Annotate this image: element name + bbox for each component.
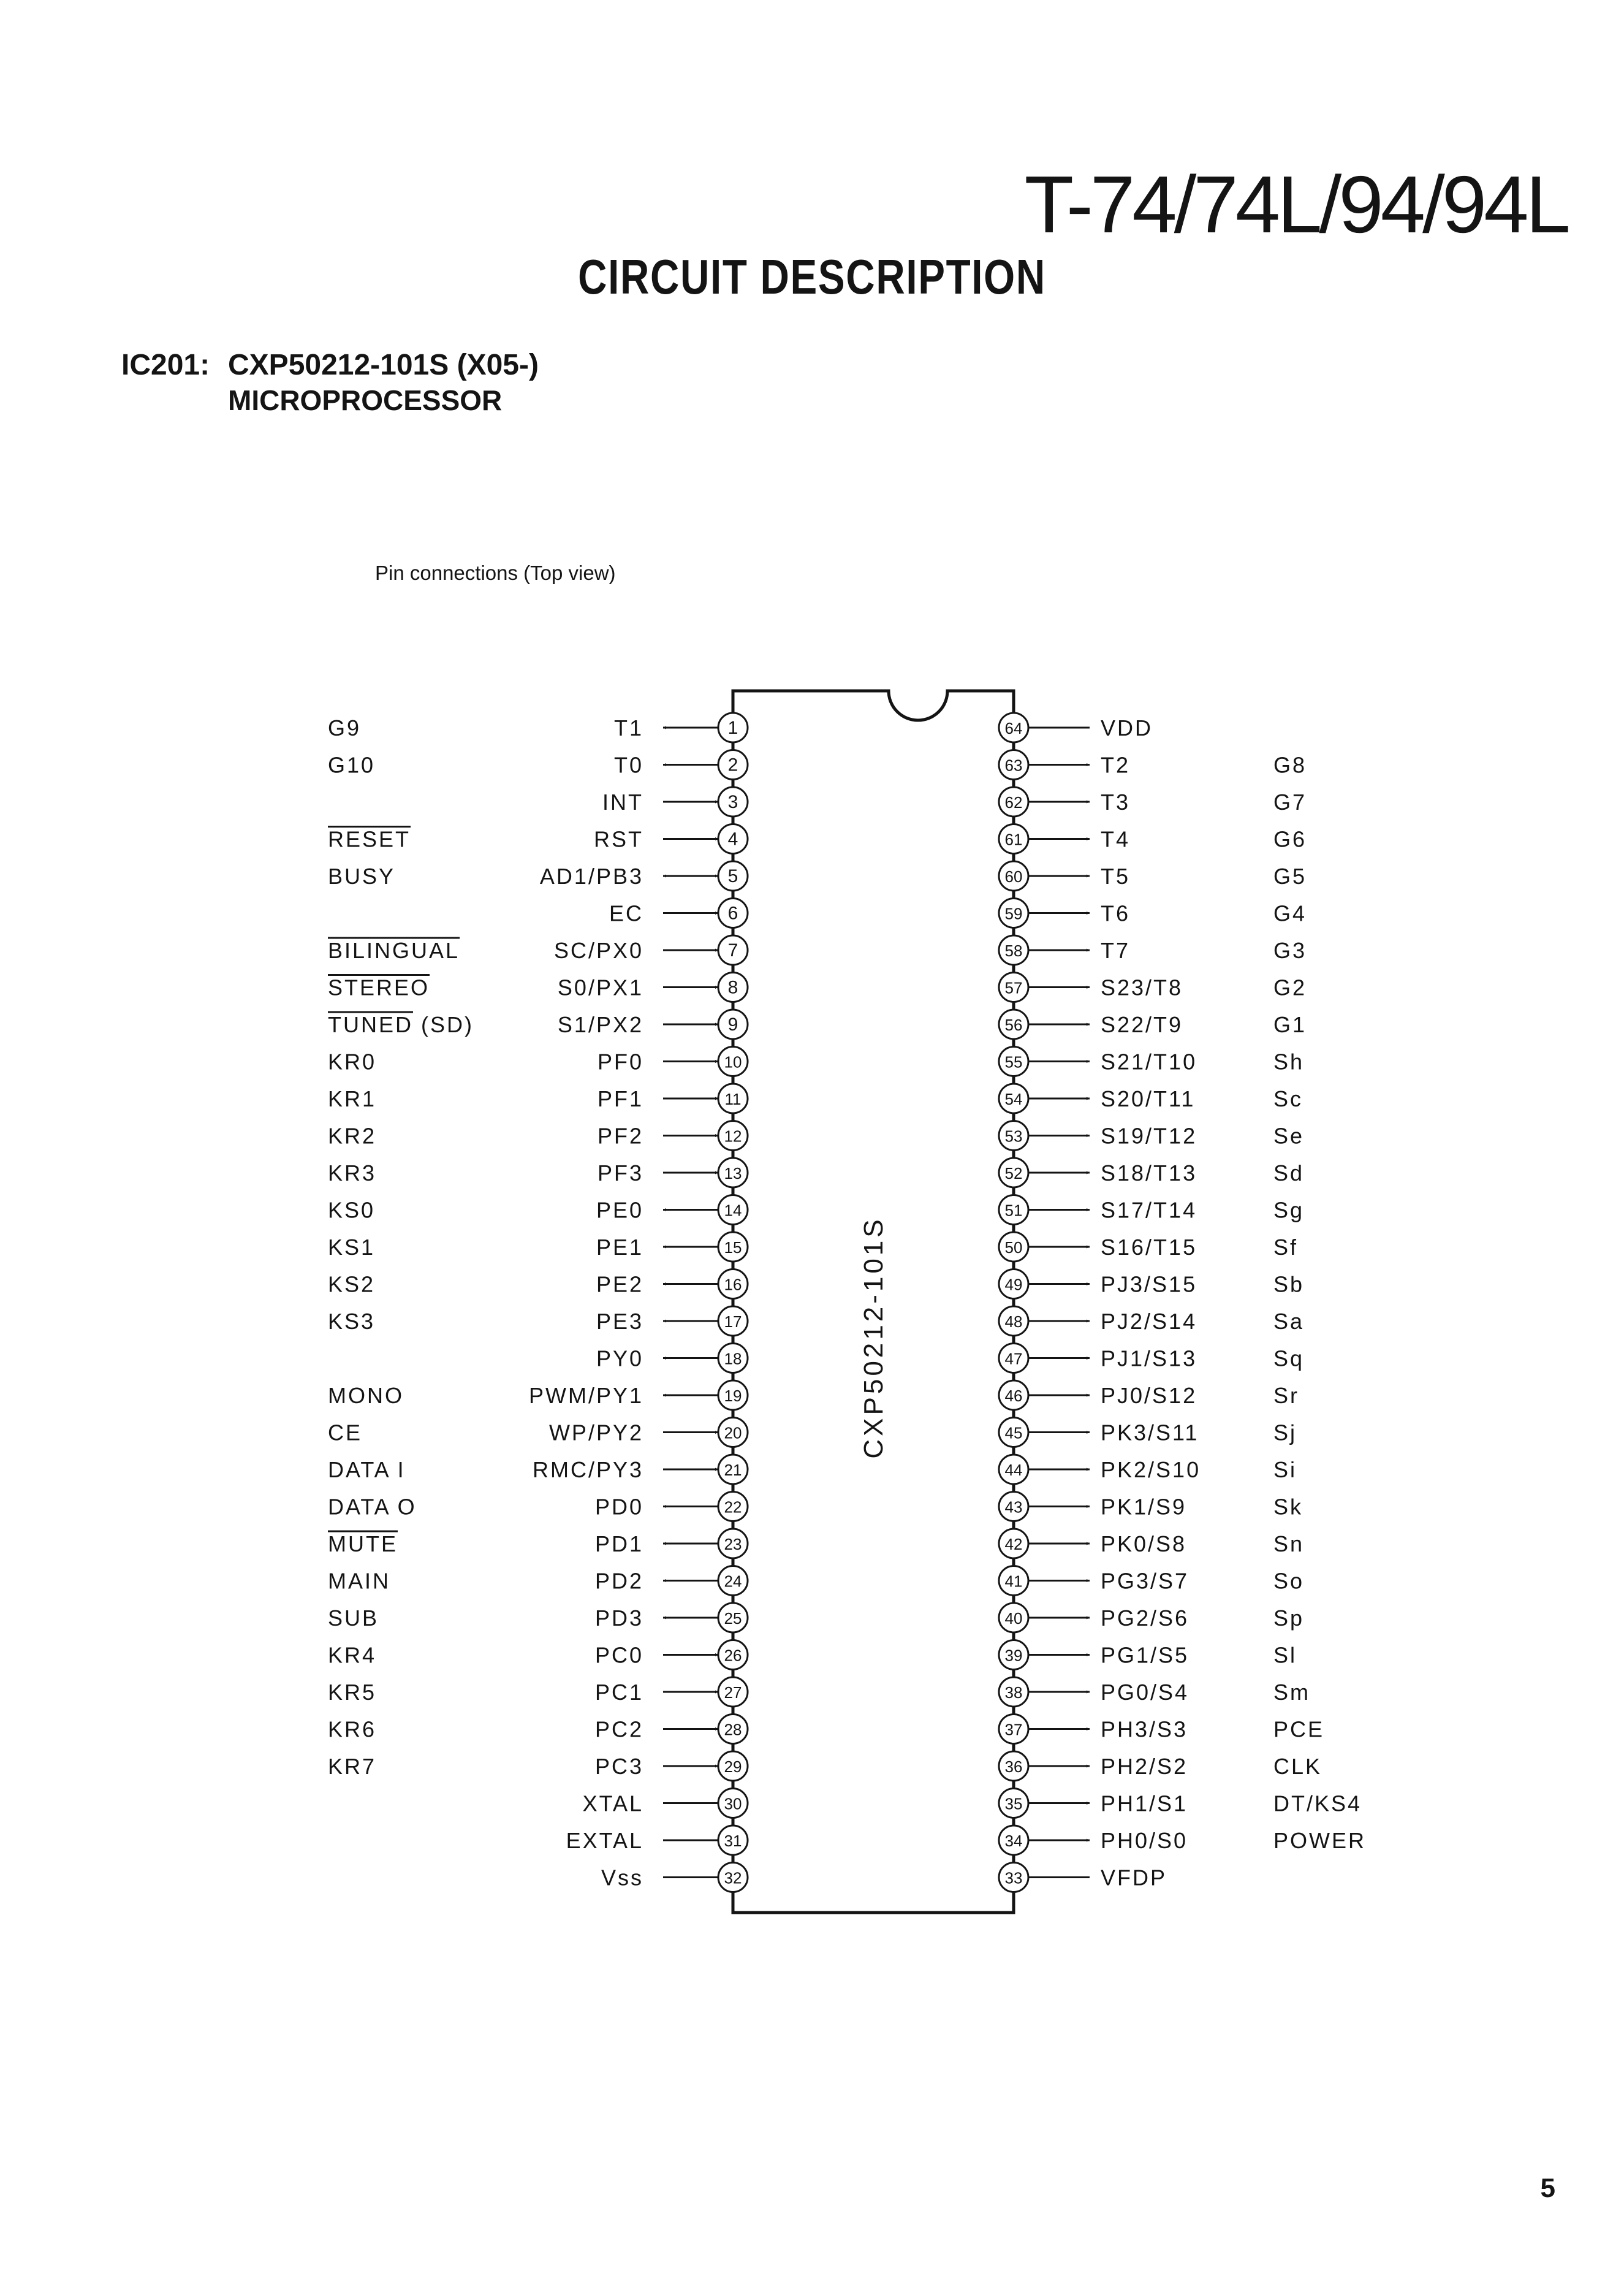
pin-50-function: Sf	[1273, 1235, 1299, 1260]
pin-10-function: KR0	[328, 1049, 377, 1075]
pin-35	[999, 1789, 1362, 1818]
pin-35-number: 35	[1004, 1794, 1023, 1813]
pin-47-number: 47	[1004, 1349, 1023, 1368]
pin-31-number: 31	[724, 1832, 742, 1850]
pin-44-function: Si	[1273, 1457, 1297, 1482]
pin-60-function: G5	[1273, 864, 1307, 889]
pin-29-name: PC3	[594, 1754, 643, 1779]
pin-17	[328, 1306, 748, 1336]
pin-13-function: KR3	[328, 1160, 377, 1186]
pin-2-number: 2	[727, 755, 738, 775]
pin-41-function: So	[1273, 1568, 1305, 1594]
pin-15-number: 15	[724, 1238, 742, 1257]
pin-13	[328, 1158, 748, 1187]
pin-37-function: PCE	[1273, 1716, 1325, 1742]
pin-50-number: 50	[1004, 1238, 1023, 1257]
pin-41-number: 41	[1004, 1572, 1023, 1591]
pin-44	[999, 1455, 1297, 1484]
pin-23	[328, 1529, 748, 1558]
pin-29-function: KR7	[328, 1754, 377, 1779]
pin-47-name: PJ1/S13	[1101, 1346, 1197, 1371]
pin-61-function: G6	[1273, 826, 1307, 852]
pin-39-function: Sl	[1273, 1642, 1297, 1668]
pin-57-name: S23/T8	[1101, 975, 1183, 1000]
pin-50-name: S16/T15	[1101, 1235, 1197, 1260]
pin-26	[328, 1640, 748, 1670]
pin-7	[328, 935, 748, 965]
pin-8-function: STEREO	[328, 975, 430, 1000]
pin-38-name: PG0/S4	[1101, 1680, 1190, 1705]
pin-58-function: G3	[1273, 938, 1307, 963]
pin-59-number: 59	[1004, 904, 1023, 923]
pin-30-number: 30	[724, 1794, 742, 1813]
pin-1-function: G9	[328, 715, 362, 741]
pin-25-name: PD3	[594, 1605, 643, 1631]
pin-22-number: 22	[724, 1498, 742, 1517]
pin-37	[999, 1715, 1324, 1744]
pin-38	[999, 1677, 1310, 1707]
pin-58	[999, 935, 1307, 965]
pin-54-function: Sc	[1273, 1086, 1303, 1111]
pin-56-number: 56	[1004, 1016, 1023, 1034]
pin-60-number: 60	[1004, 867, 1023, 886]
pin-64	[999, 713, 1153, 742]
pin-21-name: RMC/PY3	[532, 1457, 643, 1482]
pin-25-number: 25	[724, 1609, 742, 1628]
pin-37-number: 37	[1004, 1720, 1023, 1739]
pin-32-number: 32	[724, 1868, 742, 1887]
pin-22-name: PD0	[594, 1494, 643, 1520]
pin-14-name: PE0	[596, 1197, 643, 1223]
pin-44-number: 44	[1004, 1461, 1023, 1479]
pin-42-name: PK0/S8	[1101, 1531, 1187, 1556]
pin-8-number: 8	[727, 977, 738, 998]
pin-62	[999, 787, 1307, 817]
pin-10	[328, 1047, 748, 1076]
pin-54-name: S20/T11	[1101, 1086, 1196, 1111]
pin-55	[999, 1047, 1304, 1076]
pin-5-name: AD1/PB3	[539, 864, 643, 889]
pin-57-function: G2	[1273, 975, 1307, 1000]
pin-59-name: T6	[1101, 900, 1131, 926]
pin-17-number: 17	[724, 1312, 742, 1331]
pin-52-number: 52	[1004, 1164, 1023, 1182]
pin-47	[999, 1344, 1304, 1373]
pin-1	[328, 713, 748, 742]
pin-24-name: PD2	[594, 1568, 643, 1594]
pin-14	[328, 1195, 748, 1225]
pin-59	[999, 899, 1307, 928]
pin-64-name: VDD	[1101, 715, 1153, 741]
pin-7-name: SC/PX0	[553, 938, 643, 963]
pin-9-function: TUNED (SD)	[328, 1012, 474, 1037]
pin-15-name: PE1	[596, 1235, 643, 1260]
pin-42-function: Sn	[1273, 1531, 1305, 1556]
pin-10-number: 10	[724, 1053, 742, 1072]
right-pin-group	[999, 713, 1366, 1892]
pin-23-name: PD1	[594, 1531, 643, 1556]
pin-26-function: KR4	[328, 1642, 377, 1668]
pin-19	[328, 1380, 748, 1410]
pin-62-number: 62	[1004, 793, 1023, 812]
pin-21	[328, 1455, 748, 1484]
pin-55-number: 55	[1004, 1053, 1023, 1072]
pin-48-name: PJ2/S14	[1101, 1309, 1197, 1334]
pin-42-number: 42	[1004, 1535, 1023, 1553]
pin-12-function: KR2	[328, 1123, 377, 1149]
pin-57-number: 57	[1004, 978, 1023, 997]
page-number: 5	[1540, 2173, 1555, 2203]
pin-34-function: POWER	[1273, 1828, 1367, 1853]
pin-6-name: EC	[609, 900, 643, 926]
pin-40-function: Sp	[1273, 1605, 1305, 1631]
pin-5-number: 5	[727, 866, 738, 886]
pin-48-function: Sa	[1273, 1309, 1305, 1334]
pin-15-function: KS1	[328, 1235, 376, 1260]
pin-19-name: PWM/PY1	[528, 1383, 643, 1408]
pin-2-name: T0	[613, 752, 643, 778]
pin-6-number: 6	[727, 903, 738, 924]
pin-4-number: 4	[727, 829, 738, 850]
left-pin-group	[328, 713, 748, 1892]
pin-8-name: S0/PX1	[557, 975, 643, 1000]
pin-13-name: PF3	[597, 1160, 643, 1186]
pin-55-name: S21/T10	[1101, 1049, 1197, 1075]
pin-43-number: 43	[1004, 1498, 1023, 1517]
pin-12-name: PF2	[597, 1123, 643, 1149]
pin-31-name: EXTAL	[566, 1828, 643, 1853]
ic-part-number: CXP50212-101S (X05-)	[228, 349, 539, 381]
pin-17-function: KS3	[328, 1309, 376, 1334]
pin-27-number: 27	[724, 1683, 742, 1702]
pin-21-function: DATA I	[328, 1457, 406, 1482]
pin-16-function: KS2	[328, 1271, 376, 1297]
pin-49-name: PJ3/S15	[1101, 1271, 1197, 1297]
pin-49-function: Sb	[1273, 1271, 1305, 1297]
section-title: CIRCUIT DESCRIPTION	[578, 249, 1046, 304]
pin-28-name: PC2	[594, 1716, 643, 1742]
pin-5-function: BUSY	[328, 864, 396, 889]
model-title: T-74/74L/94/94L	[1024, 159, 1568, 249]
pin-26-number: 26	[724, 1646, 742, 1665]
pin-25-function: SUB	[328, 1605, 379, 1631]
pin-36-name: PH2/S2	[1101, 1754, 1188, 1779]
pin-41-name: PG3/S7	[1101, 1568, 1190, 1594]
pin-63-name: T2	[1101, 752, 1131, 778]
pin-59-function: G4	[1273, 900, 1307, 926]
pin-28-number: 28	[724, 1720, 742, 1739]
pin-57	[999, 973, 1307, 1002]
pin-20	[328, 1418, 748, 1447]
pin-46-name: PJ0/S12	[1101, 1383, 1197, 1408]
pin-52	[999, 1158, 1304, 1187]
pin-63	[999, 750, 1307, 780]
pin-58-name: T7	[1101, 938, 1131, 963]
pin-37-name: PH3/S3	[1101, 1716, 1188, 1742]
pin-50	[999, 1232, 1298, 1262]
pin-9-number: 9	[727, 1015, 738, 1035]
pin-51-name: S17/T14	[1101, 1197, 1197, 1223]
pin-27-function: KR5	[328, 1680, 377, 1705]
pin-52-name: S18/T13	[1101, 1160, 1197, 1186]
pin-30-name: XTAL	[582, 1791, 643, 1816]
pin-14-function: KS0	[328, 1197, 376, 1223]
pin-6	[609, 899, 748, 928]
pin-28-function: KR6	[328, 1716, 377, 1742]
pin-9-name: S1/PX2	[557, 1012, 643, 1037]
pin-55-function: Sh	[1273, 1049, 1305, 1075]
pin-62-function: G7	[1273, 790, 1307, 815]
pin-44-name: PK2/S10	[1101, 1457, 1201, 1482]
pin-60-name: T5	[1101, 864, 1131, 889]
pin-8	[328, 973, 748, 1002]
pin-47-function: Sq	[1273, 1346, 1305, 1371]
pin-33	[999, 1863, 1167, 1892]
pin-51	[999, 1195, 1304, 1225]
pin-33-number: 33	[1004, 1868, 1023, 1887]
pin-45-function: Sj	[1273, 1420, 1297, 1445]
pin-51-function: Sg	[1273, 1197, 1305, 1223]
pin-10-name: PF0	[597, 1049, 643, 1075]
pin-61-name: T4	[1101, 826, 1131, 852]
pin-36	[999, 1751, 1322, 1781]
pin-20-number: 20	[724, 1423, 742, 1442]
pin-46-function: Sr	[1273, 1383, 1299, 1408]
pin-26-name: PC0	[594, 1642, 643, 1668]
pin-4-name: RST	[594, 826, 643, 852]
pin-23-number: 23	[724, 1535, 742, 1553]
pin-2	[328, 750, 748, 780]
pin-54	[999, 1084, 1303, 1113]
pin-7-number: 7	[727, 940, 738, 961]
pin-5	[328, 861, 748, 891]
pin-39-number: 39	[1004, 1646, 1023, 1665]
pin-54-number: 54	[1004, 1090, 1023, 1108]
pin-45	[999, 1418, 1297, 1447]
pin-34-name: PH0/S0	[1101, 1828, 1188, 1853]
pin-52-function: Sd	[1273, 1160, 1305, 1186]
pin-16-name: PE2	[596, 1271, 643, 1297]
pin-56-name: S22/T9	[1101, 1012, 1183, 1037]
pin-49-number: 49	[1004, 1275, 1023, 1294]
pin-19-number: 19	[724, 1387, 742, 1405]
pin-13-number: 13	[724, 1164, 742, 1182]
pin-27	[328, 1677, 748, 1707]
pin-53-name: S19/T12	[1101, 1123, 1197, 1149]
pin-40-name: PG2/S6	[1101, 1605, 1190, 1631]
pin-23-function: MUTE	[328, 1531, 398, 1556]
pin-11	[328, 1084, 748, 1113]
pin-56-function: G1	[1273, 1012, 1307, 1037]
pin-36-function: CLK	[1273, 1754, 1322, 1779]
pin-22-function: DATA O	[328, 1494, 417, 1520]
pin-25	[328, 1603, 748, 1632]
pin-15	[328, 1232, 748, 1262]
pin-35-function: DT/KS4	[1273, 1791, 1362, 1816]
pin-43-name: PK1/S9	[1101, 1494, 1187, 1520]
pin-18-number: 18	[724, 1349, 742, 1368]
pin-20-name: WP/PY2	[548, 1420, 643, 1445]
pin-43	[999, 1492, 1303, 1521]
ic-reference: IC201:	[121, 349, 210, 381]
pin-53-function: Se	[1273, 1123, 1305, 1149]
pin-45-number: 45	[1004, 1423, 1023, 1442]
pin-12	[328, 1121, 748, 1151]
pin-29-number: 29	[724, 1757, 742, 1776]
pin-33-name: VFDP	[1101, 1865, 1167, 1890]
pin-39	[999, 1640, 1297, 1670]
pin-35-name: PH1/S1	[1101, 1791, 1188, 1816]
pin-56	[999, 1010, 1307, 1039]
pin-48	[999, 1306, 1304, 1336]
pin-4	[328, 824, 748, 854]
pin-42	[999, 1529, 1304, 1558]
pin-41	[999, 1566, 1304, 1596]
pin-38-function: Sm	[1273, 1680, 1310, 1705]
pin-1-name: T1	[613, 715, 643, 741]
pin-29	[328, 1751, 748, 1781]
pin-24-function: MAIN	[328, 1568, 390, 1594]
pin-4-function: RESET	[328, 826, 411, 852]
pin-46	[999, 1380, 1299, 1410]
pin-2-function: G10	[328, 752, 376, 778]
pin-21-number: 21	[724, 1461, 742, 1479]
pin-3-name: INT	[602, 790, 643, 815]
pin-39-name: PG1/S5	[1101, 1642, 1190, 1668]
pin-27-name: PC1	[594, 1680, 643, 1705]
pin-20-function: CE	[328, 1420, 363, 1445]
pin-49	[999, 1270, 1304, 1299]
pin-24-number: 24	[724, 1572, 742, 1591]
pin-32-name: Vss	[601, 1865, 643, 1890]
pin-7-function: BILINGUAL	[328, 938, 460, 963]
pin-1-number: 1	[727, 718, 738, 738]
pin-63-function: G8	[1273, 752, 1307, 778]
pin-19-function: MONO	[328, 1383, 404, 1408]
pin-12-number: 12	[724, 1127, 742, 1146]
pin-3-number: 3	[727, 792, 738, 812]
pin-46-number: 46	[1004, 1387, 1023, 1405]
pin-9	[328, 1010, 748, 1039]
pin-62-name: T3	[1101, 790, 1131, 815]
pin-36-number: 36	[1004, 1757, 1023, 1776]
pin-53-number: 53	[1004, 1127, 1023, 1146]
pin-11-name: PF1	[597, 1086, 643, 1111]
pin-18-name: PY0	[596, 1346, 643, 1371]
pin-63-number: 63	[1004, 756, 1023, 775]
pin-24	[328, 1566, 748, 1596]
pin-22	[328, 1492, 748, 1521]
ic-function: MICROPROCESSOR	[228, 384, 503, 416]
pin-11-function: KR1	[328, 1086, 377, 1111]
pin-43-function: Sk	[1273, 1494, 1303, 1520]
pin-18	[596, 1344, 748, 1373]
pin-61-number: 61	[1004, 830, 1023, 849]
diagram-caption: Pin connections (Top view)	[375, 562, 616, 584]
pin-40	[999, 1603, 1304, 1632]
chip-label: CXP50212-101S	[859, 1216, 889, 1459]
pin-31	[566, 1826, 748, 1855]
pin-64-number: 64	[1004, 719, 1023, 737]
pin-34	[999, 1826, 1366, 1855]
pin-48-number: 48	[1004, 1312, 1023, 1331]
pin-32	[601, 1863, 748, 1892]
pin-28	[328, 1715, 748, 1744]
pin-14-number: 14	[724, 1201, 742, 1220]
pin-51-number: 51	[1004, 1201, 1023, 1220]
pin-40-number: 40	[1004, 1609, 1023, 1628]
pin-16-number: 16	[724, 1275, 742, 1294]
pin-17-name: PE3	[596, 1309, 643, 1334]
pin-30	[583, 1789, 748, 1818]
pin-38-number: 38	[1004, 1683, 1023, 1702]
pin-60	[999, 861, 1307, 891]
pin-11-number: 11	[724, 1090, 742, 1108]
pin-58-number: 58	[1004, 942, 1023, 960]
pin-16	[328, 1270, 748, 1299]
pin-61	[999, 824, 1307, 854]
pin-45-name: PK3/S11	[1101, 1420, 1199, 1445]
pin-3	[602, 787, 748, 817]
pin-34-number: 34	[1004, 1832, 1023, 1850]
pin-53	[999, 1121, 1304, 1151]
